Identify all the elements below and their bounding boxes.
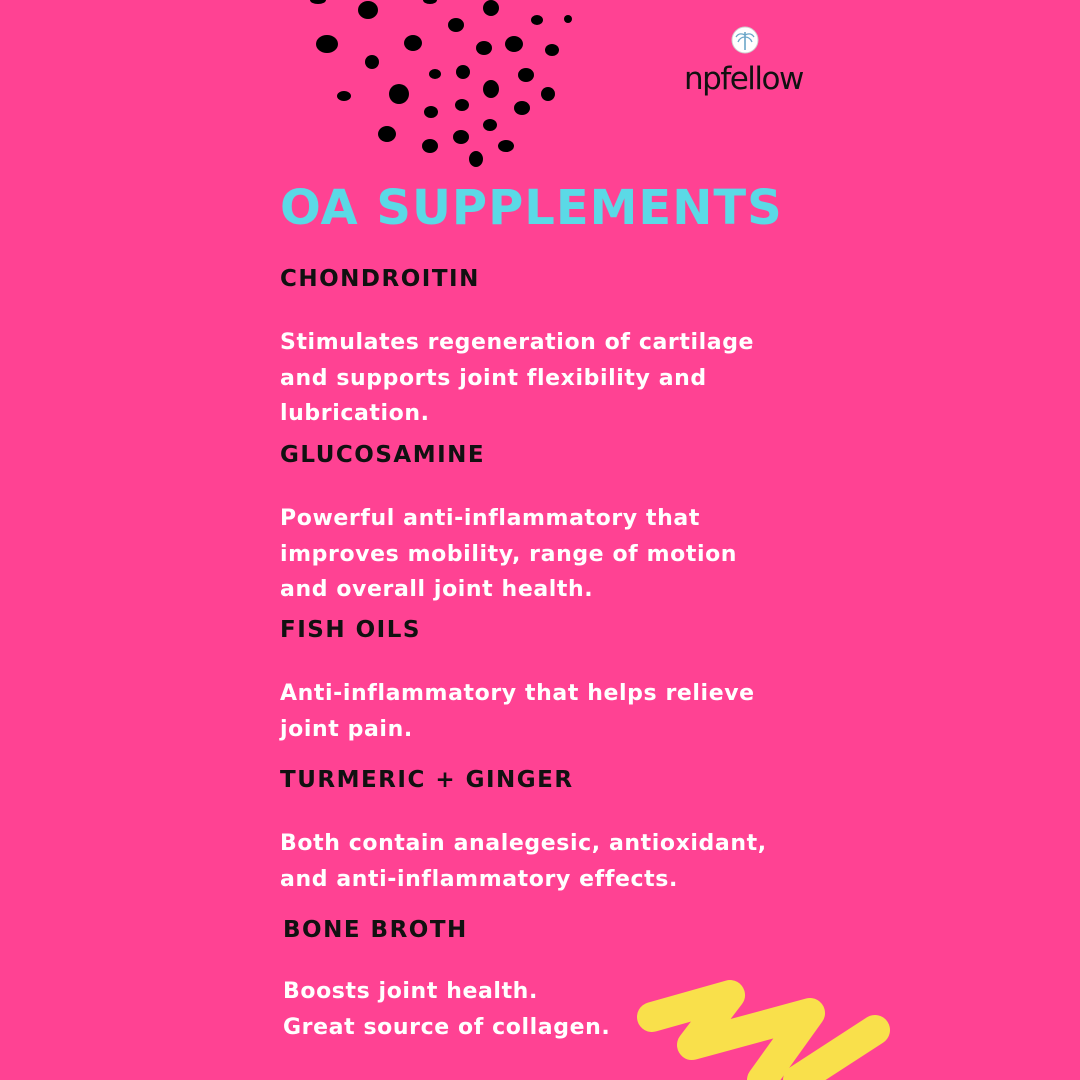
supplement-name: BONE BROTH	[283, 917, 468, 943]
supplement-item-turmeric-ginger	[280, 769, 780, 897]
supplement-name: TURMERIC + GINGER	[280, 767, 574, 793]
supplement-item-fish-oils	[280, 619, 780, 747]
supplement-name: FISH OILS	[280, 617, 421, 643]
supplement-item-chondroitin	[280, 268, 780, 432]
supplement-description: Both contain analegesic, antioxidant, and anti-inflammatory effects.	[280, 831, 767, 892]
decorative-dots	[300, 0, 590, 175]
page-title: OA SUPPLEMENTS	[280, 180, 783, 236]
palm-tree-circle-icon	[731, 26, 759, 54]
supplement-description: Anti-inflammatory that helps relieve joint pain.	[280, 681, 755, 742]
brand-logo	[684, 26, 814, 106]
supplement-description: Stimulates regeneration of cartilage and supports joint flexibility and lubrication.	[280, 330, 755, 426]
supplement-name: CHONDROITIN	[280, 266, 480, 292]
supplement-description: Powerful anti-inflammatory that improves mobility, range of motion and overall joint health.	[280, 506, 738, 602]
supplement-name: GLUCOSAMINE	[280, 442, 486, 468]
brand-name: npfellow	[684, 61, 803, 97]
supplement-item-glucosamine	[280, 444, 780, 608]
decorative-scribble	[630, 975, 910, 1080]
supplement-description: Boosts joint health. Great source of collagen.	[283, 979, 611, 1040]
